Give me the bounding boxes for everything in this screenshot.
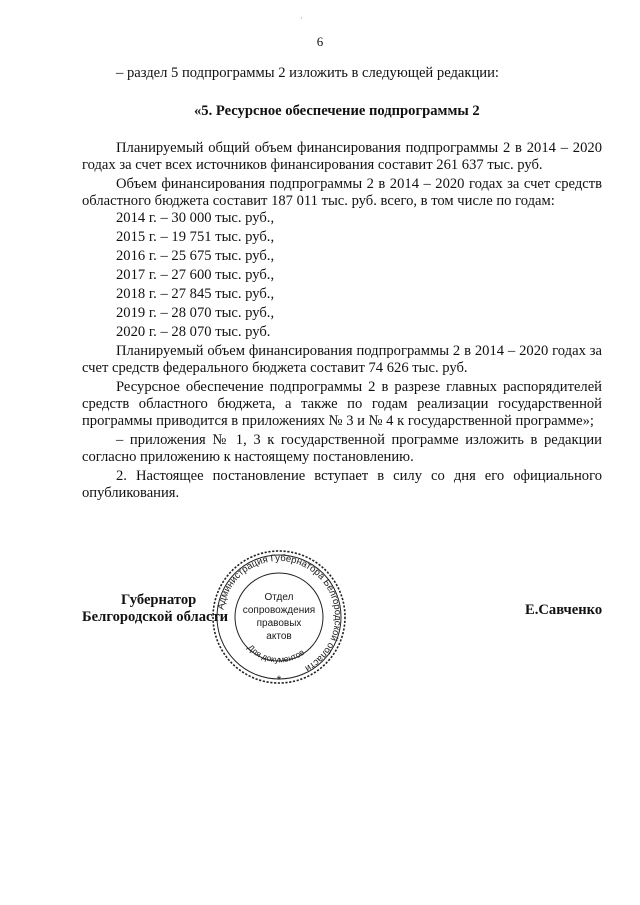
signature-name: Е.Савченко: [525, 602, 603, 618]
year-item: 2018 г. – 27 845 тыс. руб.,: [116, 286, 275, 302]
signature-title-line2: Белгородской области: [82, 609, 229, 625]
stamp-line-3: правовых: [256, 618, 302, 629]
stamp-star-icon: *: [276, 673, 282, 686]
year-item: 2017 г. – 27 600 тыс. руб.,: [116, 267, 275, 283]
stamp-line-1: Отдел: [264, 592, 294, 603]
stamp-line-2: сопровождения: [242, 605, 316, 616]
section-heading: «5. Ресурсное обеспечение подпрограммы 2: [194, 103, 480, 119]
intro-line: – раздел 5 подпрограммы 2 изложить в следующей редакции:: [116, 65, 499, 81]
signature-title: [82, 592, 228, 626]
paragraph-total-funding: Планируемый общий объем финансирования подпрограммы 2 в 2014 – 2020 годах за счет всех источников финансирования составит 261 637 тыс. руб.: [82, 140, 602, 173]
paragraph-federal-budget: Планируемый объем финансирования подпрограммы 2 в 2014 – 2020 годах за счет средств федерального бюджета составит 74 626 тыс. руб.: [82, 343, 602, 376]
year-item: 2019 г. – 28 070 тыс. руб.,: [116, 305, 275, 321]
year-item: 2016 г. – 25 675 тыс. руб.,: [116, 248, 275, 264]
paragraph-regional-budget: Объем финансирования подпрограммы 2 в 2014 – 2020 годах за счет средств областного бюджета составит 187 011 тыс. руб. всего, в том числе по годам:: [82, 176, 602, 209]
year-item: 2015 г. – 19 751 тыс. руб.,: [116, 229, 275, 245]
paragraph-effective-date: 2. Настоящее постановление вступает в силу со дня его официального опубликования.: [82, 468, 602, 501]
year-item: 2014 г. – 30 000 тыс. руб.,: [116, 210, 275, 226]
paragraph-resource-allocation: Ресурсное обеспечение подпрограммы 2 в разрезе главных распорядителей средств областного бюджета, а также по годам реализации государственной программы приводится в приложениях № 3 и № 4 к государственной программе»;: [82, 379, 602, 429]
stamp-bottom-text: Для документов: [245, 642, 307, 665]
stamp-line-4: актов: [266, 631, 292, 642]
signature-title-line1: Губернатор: [121, 592, 197, 608]
year-item: 2020 г. – 28 070 тыс. руб.: [116, 324, 271, 340]
official-stamp: [210, 548, 348, 686]
years-list: [82, 210, 602, 343]
paragraph-appendices: – приложения № 1, 3 к государственной программе изложить в редакции согласно приложению к настоящему постановлению.: [82, 432, 602, 465]
stamp-outer-text: Администрация Губернатора Белгородской области: [215, 552, 344, 674]
stray-mark: ·: [300, 13, 303, 23]
page-number: 6: [316, 34, 324, 49]
document-body: [82, 65, 602, 502]
